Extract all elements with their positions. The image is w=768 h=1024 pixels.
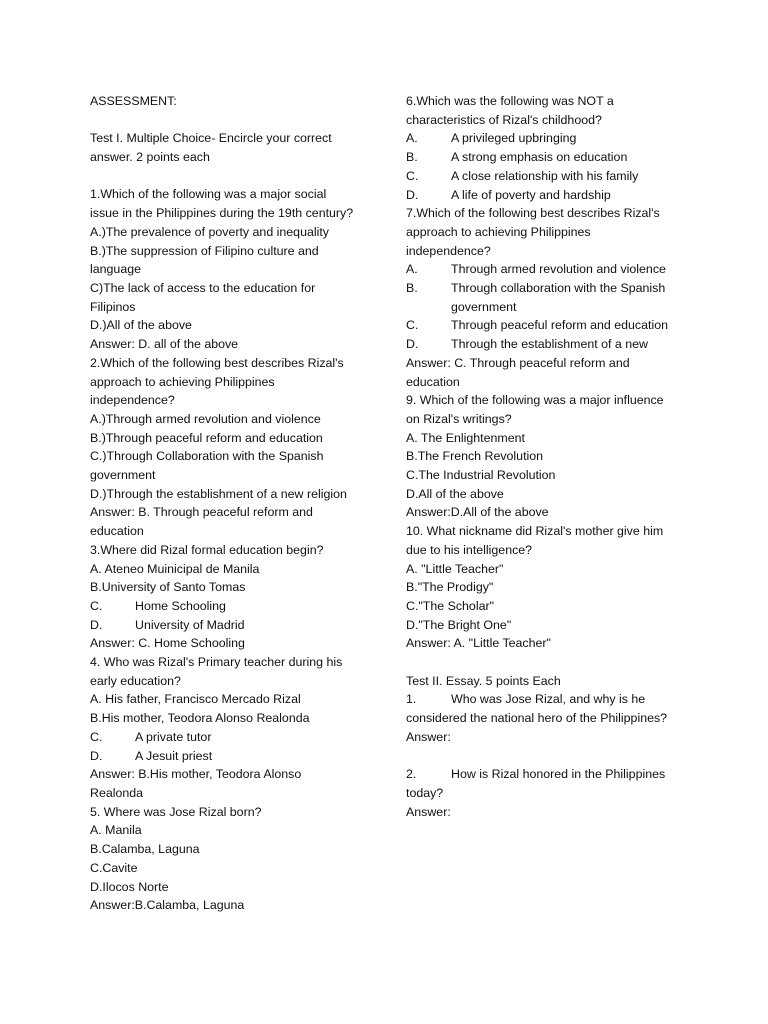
essay-question-1: 1. Who was Jose Rizal, and why is he <box>406 692 646 707</box>
question-9: 9. Which of the following was a major influence <box>406 393 664 408</box>
option: government <box>90 468 156 483</box>
question-10: due to his intelligence? <box>406 542 533 557</box>
option: B. A strong emphasis on education <box>406 150 628 165</box>
essay-answer-1: Answer: <box>406 729 451 744</box>
test2-instruction: Test II. Essay. 5 points Each <box>406 673 561 688</box>
test1-instruction: Test I. Multiple Choice- Encircle your correct <box>90 131 332 146</box>
question-9: on Rizal's writings? <box>406 411 512 426</box>
question-4: early education? <box>90 673 181 688</box>
question-2: approach to achieving Philippines <box>90 374 275 389</box>
answer-5: Answer:B.Calamba, Laguna <box>90 898 245 913</box>
option: A. Manila <box>90 823 142 838</box>
essay-question-2: today? <box>406 785 444 800</box>
option: C.Cavite <box>90 860 138 875</box>
answer-10: Answer: A. "Little Teacher" <box>406 636 551 651</box>
answer-7: education <box>406 374 460 389</box>
option: B.His mother, Teodora Alonso Realonda <box>90 711 310 726</box>
option: A. The Enlightenment <box>406 430 525 445</box>
option: A. "Little Teacher" <box>406 561 504 576</box>
essay-question-1: considered the national hero of the Philippines? <box>406 711 668 726</box>
question-7: 7.Which of the following best describes Rizal's <box>406 206 660 221</box>
option: A. A privileged upbringing <box>406 131 577 146</box>
answer-3: Answer: C. Home Schooling <box>90 636 245 651</box>
question-3: 3.Where did Rizal formal education begin? <box>90 542 324 557</box>
option: C. A private tutor <box>90 729 212 744</box>
answer-2: Answer: B. Through peaceful reform and <box>90 505 313 520</box>
option: C)The lack of access to the education for <box>90 281 316 295</box>
option: D.Ilocos Norte <box>90 879 169 894</box>
option: A. His father, Francisco Mercado Rizal <box>90 692 301 707</box>
question-1: 1.Which of the following was a major social <box>90 187 327 202</box>
option: A.)The prevalence of poverty and inequality <box>90 224 330 239</box>
option: language <box>90 262 141 277</box>
option: A.)Through armed revolution and violence <box>90 411 321 426</box>
answer-7: Answer: C. Through peaceful reform and <box>406 355 630 370</box>
option: B.)The suppression of Filipino culture and <box>90 243 319 258</box>
question-10: 10. What nickname did Rizal's mother give him <box>406 524 664 539</box>
question-4: 4. Who was Rizal's Primary teacher during his <box>90 655 343 670</box>
answer-4: Realonda <box>90 785 144 800</box>
option: Filipinos <box>90 299 136 314</box>
option: D. A Jesuit priest <box>90 748 213 763</box>
option: B.Calamba, Laguna <box>90 842 200 857</box>
option: D."The Bright One" <box>406 617 512 632</box>
option: A. Ateneo Muinicipal de Manila <box>90 561 260 576</box>
question-6: characteristics of Rizal's childhood? <box>406 112 602 127</box>
option: D. University of Madrid <box>90 617 245 632</box>
answer-2: education <box>90 524 144 539</box>
option: C.)Through Collaboration with the Spanish <box>90 449 324 464</box>
option: C. A close relationship with his family <box>406 168 639 183</box>
option: D. Through the establishment of a new <box>406 337 648 352</box>
option: C. Through peaceful reform and education <box>406 318 668 333</box>
option: D.)Through the establishment of a new religion <box>90 486 347 501</box>
assessment-heading: ASSESSMENT: <box>90 94 177 108</box>
option: D.All of the above <box>406 486 504 501</box>
question-2: 2.Which of the following best describes Rizal's <box>90 355 344 370</box>
option: C."The Scholar" <box>406 598 494 613</box>
question-1: issue in the Philippines during the 19th century? <box>90 206 354 221</box>
left-column <box>90 92 375 915</box>
option: D.)All of the above <box>90 318 192 333</box>
answer-9: Answer:D.All of the above <box>406 505 549 520</box>
option: B."The Prodigy" <box>406 580 494 595</box>
option: B. Through collaboration with the Spanish government <box>406 281 666 314</box>
question-7: independence? <box>406 243 491 258</box>
option: B.)Through peaceful reform and education <box>90 430 323 445</box>
question-7: approach to achieving Philippines <box>406 224 591 239</box>
option: B.University of Santo Tomas <box>90 580 246 595</box>
option: C.The Industrial Revolution <box>406 468 556 483</box>
answer-4: Answer: B.His mother, Teodora Alonso <box>90 767 302 782</box>
essay-answer-2: Answer: <box>406 804 451 819</box>
essay-question-2: 2. How is Rizal honored in the Philippines <box>406 767 666 782</box>
question-6: 6.Which was the following was NOT a <box>406 94 614 108</box>
question-2: independence? <box>90 393 175 408</box>
test1-instruction: answer. 2 points each <box>90 150 210 165</box>
option: B.The French Revolution <box>406 449 544 464</box>
right-column <box>406 92 696 821</box>
question-5: 5. Where was Jose Rizal born? <box>90 804 262 819</box>
option: D. A life of poverty and hardship <box>406 187 611 202</box>
option: C. Home Schooling <box>90 598 226 613</box>
answer-1: Answer: D. all of the above <box>90 337 239 352</box>
option: A. Through armed revolution and violence <box>406 262 666 277</box>
